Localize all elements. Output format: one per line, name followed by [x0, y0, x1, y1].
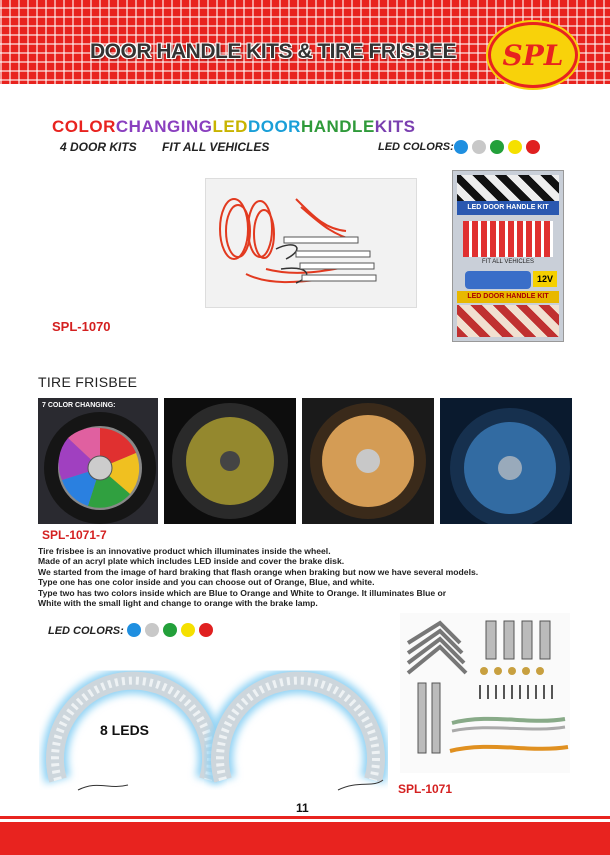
footer-bar — [0, 822, 610, 855]
title-word-4: HANDLE — [300, 117, 375, 136]
led-colors-label: LED COLORS: — [378, 141, 454, 153]
title-word-0: COLOR — [52, 117, 116, 136]
title-word-5: KITS — [374, 117, 416, 136]
title-word-1: CHANGING — [115, 117, 213, 136]
section-title-door-handle — [52, 117, 416, 137]
page-title: DOOR HANDLE KITS & TIRE FRISBEE — [90, 40, 457, 63]
led-color-dot-4 — [526, 140, 540, 154]
led-color-dot-3 — [181, 623, 195, 637]
led-colors-label-2: LED COLORS: — [48, 625, 124, 637]
footer-stripe — [0, 816, 610, 819]
led-color-swatches — [454, 140, 540, 154]
led-color-dot-1 — [145, 623, 159, 637]
door-handle-kit-photo — [205, 178, 417, 308]
tire-photo-blue — [440, 398, 572, 524]
led-color-dot-2 — [490, 140, 504, 154]
door-handle-kit-package: LED DOOR HANDLE KIT FIT ALL VEHICLES 12V LED DOOR HANDLE KIT — [452, 170, 564, 342]
led-color-dot-0 — [127, 623, 141, 637]
tire-photo-yellow — [164, 398, 296, 524]
led-color-dot-3 — [508, 140, 522, 154]
product-code-spl-1071-7: SPL-1071-7 — [42, 528, 107, 542]
hardware-kit-photo — [400, 613, 570, 773]
led-color-dot-1 — [472, 140, 486, 154]
tire-photo-color-changing: 7 COLOR CHANGING: — [38, 398, 158, 524]
fit-label: FIT ALL VEHICLES — [162, 140, 270, 154]
kits-label: 4 DOOR KITS — [60, 140, 137, 154]
tire-photo-orange — [302, 398, 434, 524]
tire-frisbee-description: Tire frisbee is an innovative product which illuminates inside the wheel. Made of an acryl plate which includes LED inside and cover the brake disk. We started from the image of hard braking that flash orange when braking but now we have several models. Type one has one color inside and you can choose out of Orange, Blue, and white. Type two has two colors inside which are Blue to Orange and White to Orange. It illuminates Blue or White with the small light and change to orange with the brake lamp. — [38, 546, 479, 609]
led-color-dot-0 — [454, 140, 468, 154]
page-number: 11 — [296, 801, 309, 815]
product-code-spl-1071: SPL-1071 — [398, 782, 453, 796]
led-color-dot-4 — [199, 623, 213, 637]
led-color-swatches-2 — [127, 623, 213, 637]
led-ring-illustration — [38, 640, 388, 800]
title-word-3: DOOR — [247, 117, 301, 136]
product-code-spl-1070: SPL-1070 — [52, 319, 111, 334]
tire-frisbee-heading: TIRE FRISBEE — [38, 374, 138, 390]
title-word-2: LED — [212, 117, 248, 136]
led-color-dot-2 — [163, 623, 177, 637]
spl-logo: SPL — [488, 22, 578, 88]
led-count-label: 8 LEDS — [100, 722, 150, 738]
